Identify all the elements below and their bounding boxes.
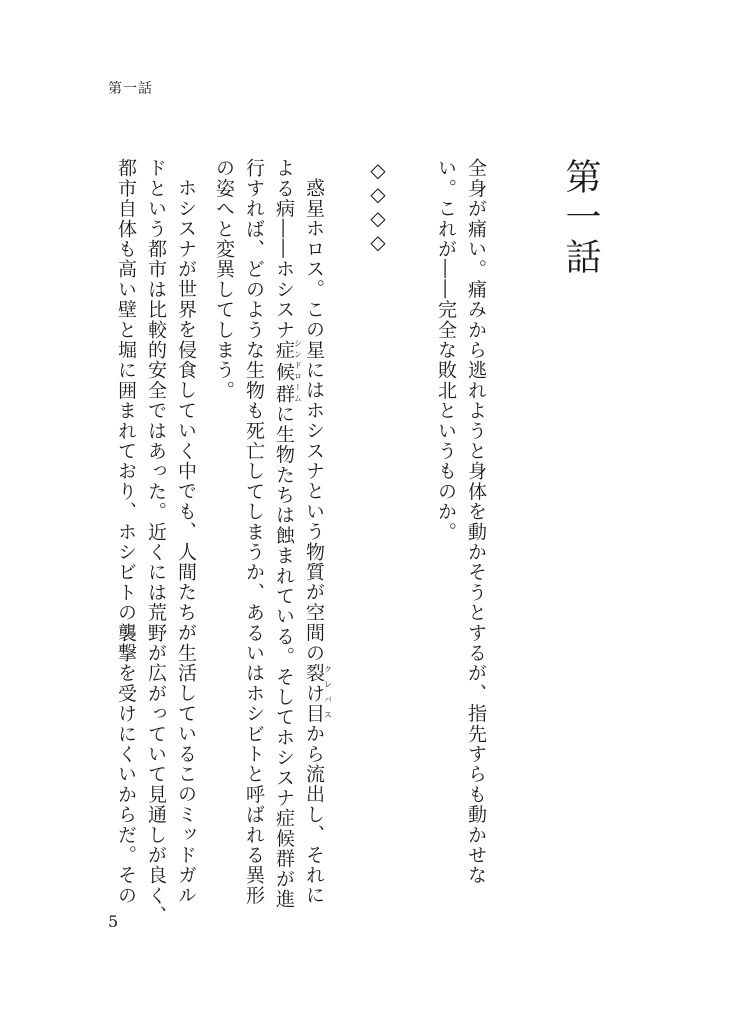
running-head: 第一話: [108, 81, 153, 97]
ruby-base: 症候群: [273, 338, 295, 405]
text-line: [274, 158, 302, 909]
text-line: [304, 178, 332, 905]
ruby-annotation: シンドローム: [293, 338, 303, 405]
scene-separator: ◇◇◇◇: [366, 158, 390, 254]
text-line: ホシスナが世界を侵食していく中でも、人間たちが生活しているこのミッドガル: [175, 178, 197, 906]
furigana-ruby: [303, 662, 333, 724]
text-segment: に生物たちは蝕まれている。そしてホシスナ症候群が進: [273, 404, 295, 910]
text-line: の姿へと変異してしまう。: [213, 158, 235, 401]
ruby-base: 裂け目: [303, 662, 325, 724]
text-line: 都市自体も高い壁と堀に囲まれており、ホシビトの襲撃を受けにくいからだ。その: [115, 158, 137, 906]
ruby-annotation: クレバス: [323, 662, 333, 724]
furigana-ruby: [273, 338, 303, 405]
chapter-title: 第一話: [560, 158, 601, 278]
page-number: 5: [108, 912, 119, 931]
text-line: 行すれば、どのような生物も死亡してしまうか、あるいはホシビトと呼ばれる異形: [243, 158, 265, 906]
text-line: 全身が痛い。痛みから逃れようと身体を動かそうとするが、指先すらも動かせな: [465, 158, 487, 886]
text-segment: から流出し、それに: [303, 723, 325, 906]
text-segment: 惑星ホロス。この星にはホシスナという物質が空間の: [303, 178, 325, 663]
text-line: ドという都市は比較的安全ではあった。近くには荒野が広がっていて見通しが良く、: [145, 158, 167, 926]
text-line: い。これが――完全な敗北というものか。: [435, 158, 457, 542]
text-segment: よる病――ホシスナ: [273, 158, 295, 340]
